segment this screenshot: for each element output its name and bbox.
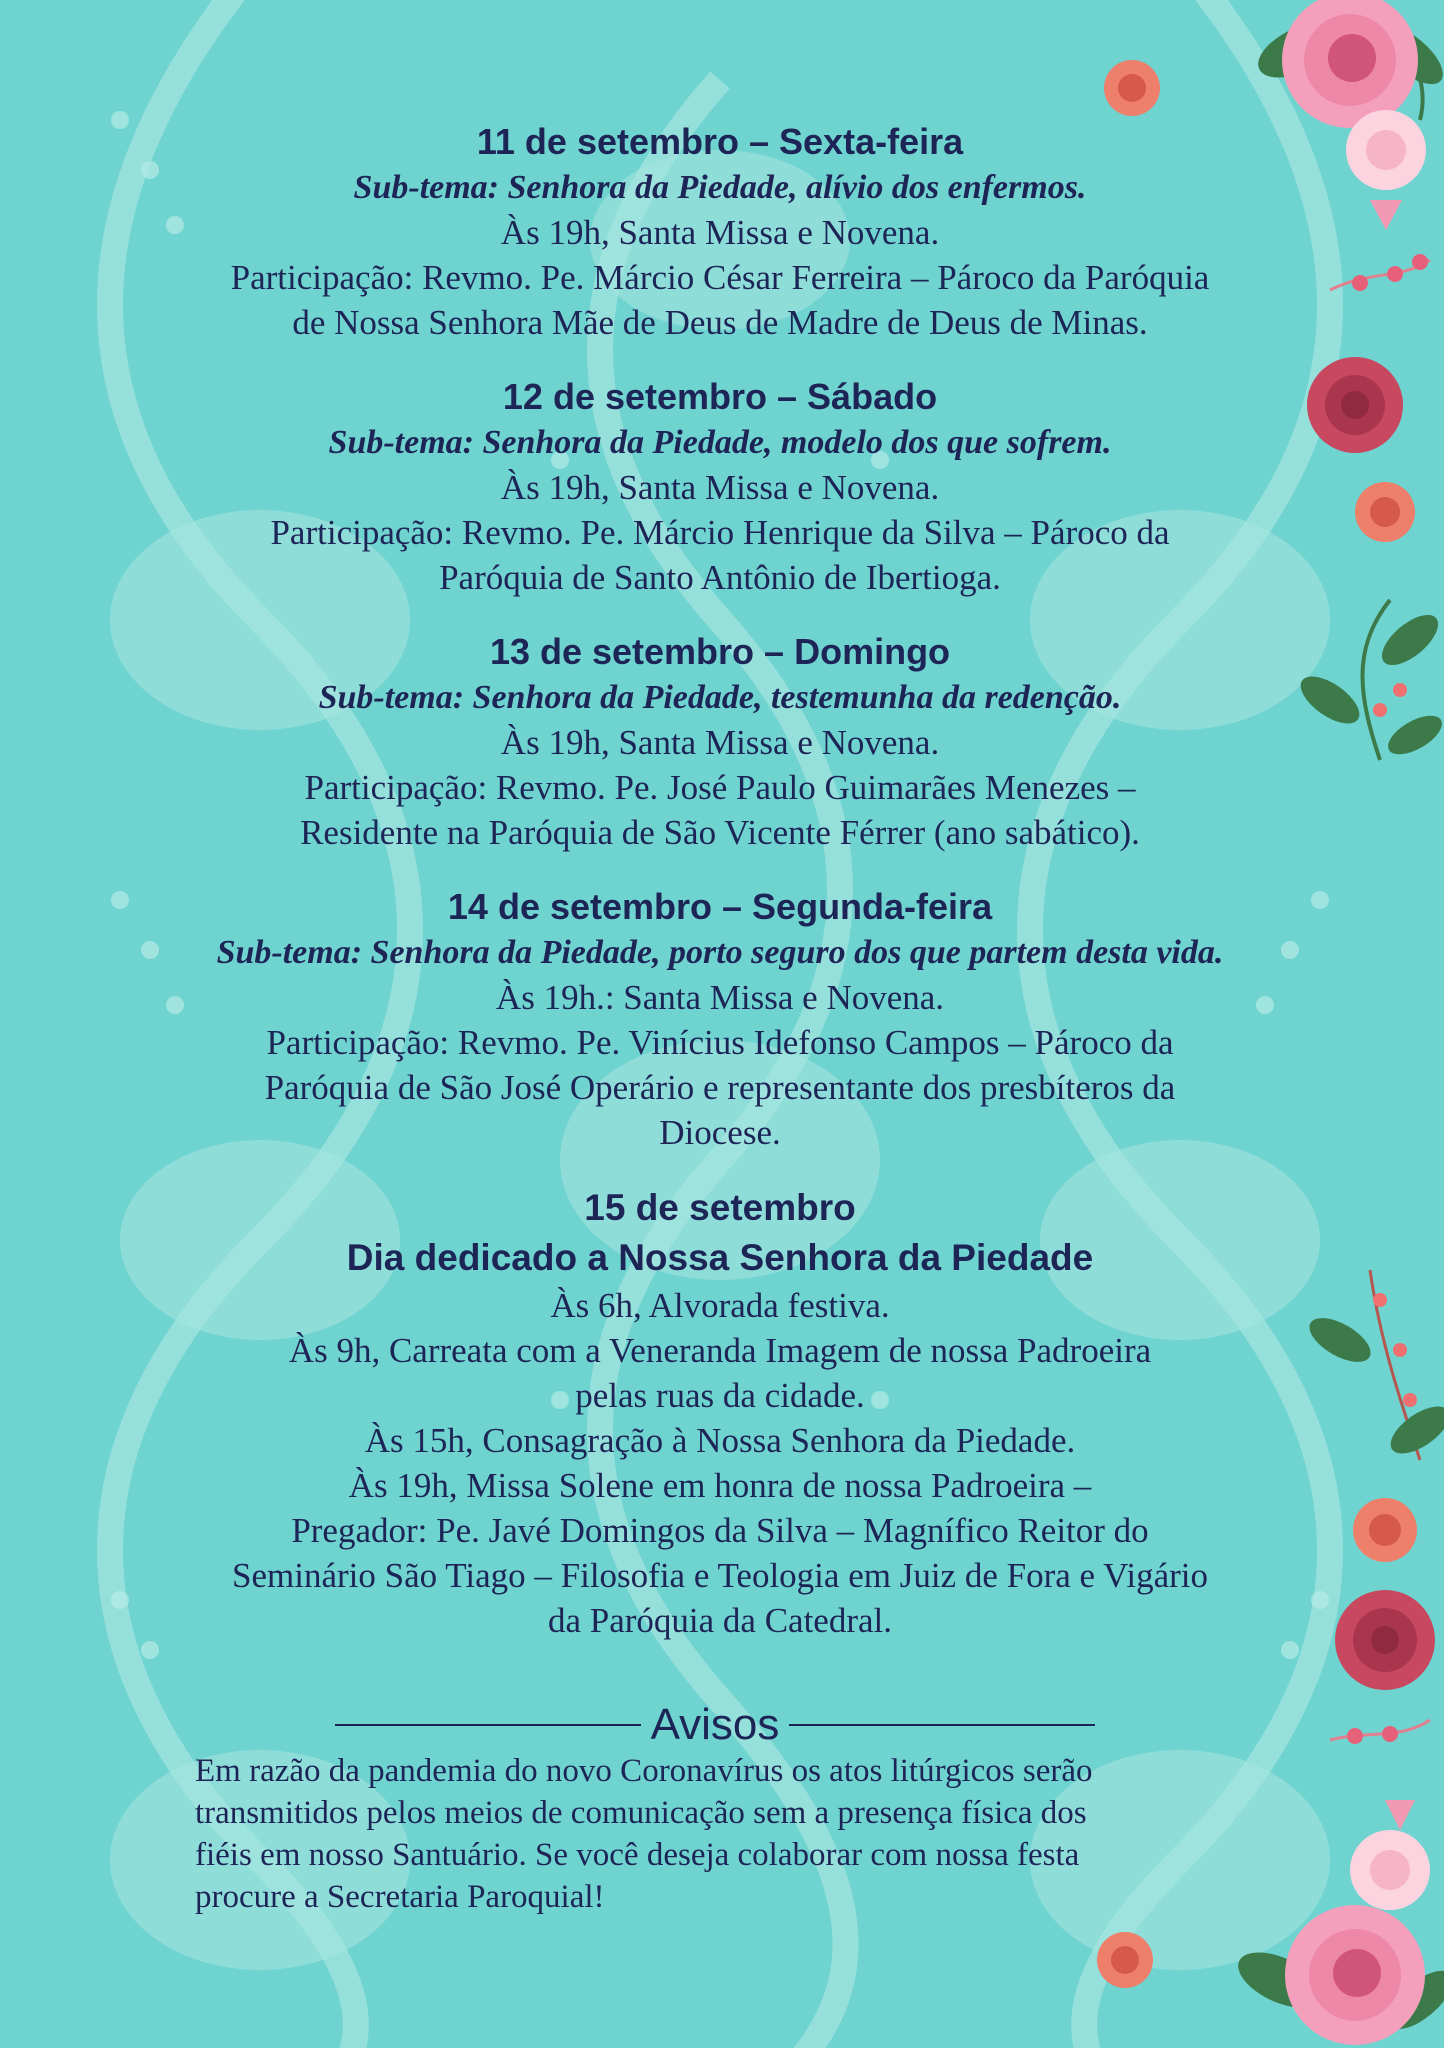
notice-line: transmitidos pelos meios de comunicação sem a presença física dos [195,1795,1087,1831]
feast-line: Às 15h, Consagração à Nossa Senhora da Piedade. [364,1421,1076,1460]
divider-left [335,1724,641,1726]
day-line: Às 19h.: Santa Missa e Novena. [495,978,945,1017]
day-block-14 [110,883,1330,1155]
notice-line: procure a Secretaria Paroquial! [195,1879,605,1915]
divider-right [789,1724,1095,1726]
day-subtheme: Sub-tema: Senhora da Piedade, porto seguro dos que partem desta vida. [216,934,1224,971]
day-line: Participação: Revmo. Pe. Márcio César Ferreira – Pároco da Paróquia [230,258,1210,297]
feast-date: 15 de setembro [584,1187,856,1228]
feast-line: Seminário São Tiago – Filosofia e Teologia em Juiz de Fora e Vigário [232,1556,1208,1595]
notices-title: Avisos [650,1700,780,1749]
day-title: 13 de setembro – Domingo [489,631,951,672]
feast-line: da Paróquia da Catedral. [547,1601,893,1640]
day-block-13 [110,628,1330,855]
notices-heading [335,1700,1095,1750]
day-title: 12 de setembro – Sábado [502,376,938,417]
day-line: Às 19h, Santa Missa e Novena. [500,723,940,762]
notice-line: fiéis em nosso Santuário. Se você deseja colaborar com nossa festa [195,1837,1080,1873]
day-line: Às 19h, Santa Missa e Novena. [500,213,940,252]
novena-schedule [110,118,1330,1671]
day-subtheme: Sub-tema: Senhora da Piedade, alívio dos enfermos. [353,169,1087,206]
day-line: Paróquia de Santo Antônio de Ibertioga. [439,558,1001,597]
feast-title: Dia dedicado a Nossa Senhora da Piedade [346,1237,1094,1278]
day-block-12 [110,373,1330,600]
day-line: Participação: Revmo. Pe. Márcio Henrique da Silva – Pároco da [270,513,1170,552]
notices-section [195,1700,1255,1918]
day-line: Participação: Revmo. Pe. Vinícius Idefonso Campos – Pároco da [266,1023,1174,1062]
feast-line: Pregador: Pe. Javé Domingos da Silva – Magnífico Reitor do [291,1511,1149,1550]
feast-line: Às 6h, Alvorada festiva. [550,1286,890,1325]
feast-line: Às 19h, Missa Solene em honra de nossa Padroeira – [348,1466,1092,1505]
day-line: Paróquia de São José Operário e representante dos presbíteros da [264,1068,1176,1107]
day-subtheme: Sub-tema: Senhora da Piedade, testemunha da redenção. [318,679,1122,716]
day-title: 14 de setembro – Segunda-feira [447,886,993,927]
day-line: de Nossa Senhora Mãe de Deus de Madre de Deus de Minas. [292,303,1148,342]
day-line: Participação: Revmo. Pe. José Paulo Guimarães Menezes – [304,768,1136,807]
feast-line: Às 9h, Carreata com a Veneranda Imagem de nossa Padroeira [288,1331,1152,1370]
day-title: 11 de setembro – Sexta-feira [476,121,964,162]
day-block-11 [110,118,1330,345]
day-line: Diocese. [659,1113,781,1152]
feast-line: pelas ruas da cidade. [575,1376,865,1415]
day-subtheme: Sub-tema: Senhora da Piedade, modelo dos que sofrem. [328,424,1112,461]
day-line: Às 19h, Santa Missa e Novena. [500,468,940,507]
day-line: Residente na Paróquia de São Vicente Férrer (ano sabático). [300,813,1140,852]
feast-day-block [110,1183,1330,1643]
notice-line: Em razão da pandemia do novo Coronavírus os atos litúrgicos serão [195,1753,1093,1789]
